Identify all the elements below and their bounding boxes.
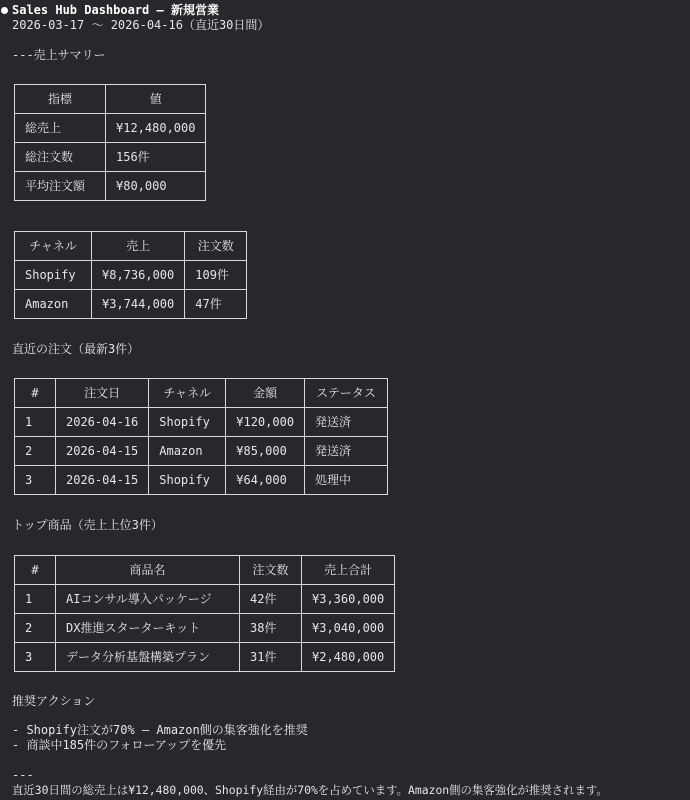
metric-value: ¥80,000 [106, 172, 206, 201]
sales-summary-heading: ---売上サマリー [12, 48, 106, 62]
status-bullet-icon [1, 7, 8, 14]
order-number: 2 [15, 437, 56, 466]
recommended-actions-heading: 推奨アクション [12, 694, 96, 708]
table-row [15, 172, 206, 201]
table-row [15, 437, 388, 466]
order-status: 発送済 [305, 408, 388, 437]
column-header: # [15, 379, 56, 408]
order-number: 3 [15, 466, 56, 495]
recent-orders-table [14, 378, 388, 495]
order-amount: ¥85,000 [226, 437, 305, 466]
product-rank: 2 [15, 614, 56, 643]
order-number: 1 [15, 408, 56, 437]
order-date: 2026-04-15 [56, 466, 149, 495]
metric-name: 総売上 [15, 114, 106, 143]
top-products-table [14, 555, 395, 672]
table-row [15, 614, 395, 643]
metric-name: 総注文数 [15, 143, 106, 172]
metric-value: ¥12,480,000 [106, 114, 206, 143]
channel-table [14, 231, 247, 319]
table-header-row [15, 85, 206, 114]
column-header: 注文日 [56, 379, 149, 408]
order-status: 処理中 [305, 466, 388, 495]
column-header: 売上 [92, 232, 185, 261]
date-range: 2026-03-17 〜 2026-04-16（直近30日間） [12, 18, 270, 32]
product-rank: 1 [15, 585, 56, 614]
table-row [15, 290, 247, 319]
column-header: 値 [106, 85, 206, 114]
footer-divider: --- [12, 768, 34, 782]
order-amount: ¥120,000 [226, 408, 305, 437]
column-header: 商品名 [56, 556, 240, 585]
column-header: 注文数 [240, 556, 302, 585]
product-name: AIコンサル導入パッケージ [56, 585, 240, 614]
product-orders: 42件 [240, 585, 302, 614]
product-sales-total: ¥3,040,000 [302, 614, 395, 643]
channel-sales: ¥8,736,000 [92, 261, 185, 290]
order-channel: Amazon [149, 437, 226, 466]
action-item: - Shopify注文が70% — Amazon側の集客強化を推奨 [12, 723, 308, 737]
table-row [15, 466, 388, 495]
order-channel: Shopify [149, 408, 226, 437]
metric-value: 156件 [106, 143, 206, 172]
column-header: チャネル [149, 379, 226, 408]
order-amount: ¥64,000 [226, 466, 305, 495]
order-date: 2026-04-16 [56, 408, 149, 437]
channel-sales: ¥3,744,000 [92, 290, 185, 319]
dashboard-title: Sales Hub Dashboard — 新規営業 [12, 3, 219, 17]
column-header: 注文数 [185, 232, 247, 261]
product-orders: 31件 [240, 643, 302, 672]
channel-name: Shopify [15, 261, 92, 290]
column-header: ステータス [305, 379, 388, 408]
table-row [15, 585, 395, 614]
table-header-row [15, 379, 388, 408]
order-channel: Shopify [149, 466, 226, 495]
channel-orders: 109件 [185, 261, 247, 290]
product-sales-total: ¥3,360,000 [302, 585, 395, 614]
table-header-row [15, 556, 395, 585]
column-header: 売上合計 [302, 556, 395, 585]
column-header: # [15, 556, 56, 585]
footer-summary: 直近30日間の総売上は¥12,480,000、Shopify経由が70%を占めています。Amazon側の集客強化が推奨されます。 [12, 783, 608, 797]
table-row [15, 261, 247, 290]
product-rank: 3 [15, 643, 56, 672]
summary-table [14, 84, 206, 201]
recent-orders-heading: 直近の注文（最新3件） [12, 342, 140, 356]
table-row [15, 114, 206, 143]
top-products-heading: トップ商品（売上上位3件） [12, 518, 163, 532]
table-header-row [15, 232, 247, 261]
channel-name: Amazon [15, 290, 92, 319]
order-status: 発送済 [305, 437, 388, 466]
table-row [15, 408, 388, 437]
metric-name: 平均注文額 [15, 172, 106, 201]
column-header: 指標 [15, 85, 106, 114]
table-row [15, 643, 395, 672]
column-header: チャネル [15, 232, 92, 261]
product-name: DX推進スターターキット [56, 614, 240, 643]
column-header: 金額 [226, 379, 305, 408]
table-row [15, 143, 206, 172]
order-date: 2026-04-15 [56, 437, 149, 466]
product-sales-total: ¥2,480,000 [302, 643, 395, 672]
product-orders: 38件 [240, 614, 302, 643]
product-name: データ分析基盤構築プラン [56, 643, 240, 672]
action-item: - 商談中185件のフォローアップを優先 [12, 738, 227, 752]
channel-orders: 47件 [185, 290, 247, 319]
